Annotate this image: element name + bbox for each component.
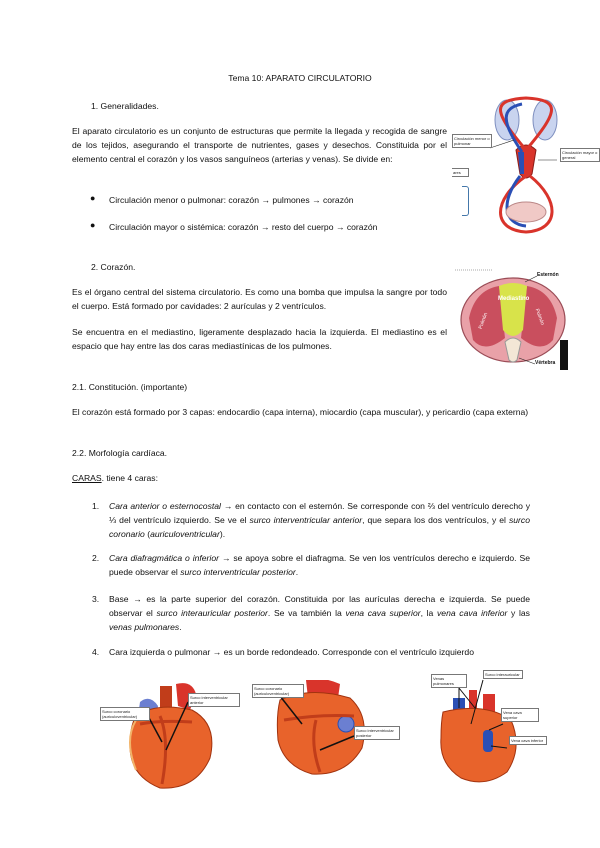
text: ( — [144, 529, 151, 539]
label-surco-coronario-2: Surco coronario (auriculoventricular) — [252, 684, 304, 698]
label-mediastino: Mediastino — [498, 296, 530, 302]
circulation-diagram — [452, 90, 600, 238]
label-surco-coronario: Surco coronario (auriculoventricular) — [100, 707, 150, 721]
mediastino-figure — [455, 268, 575, 372]
list-number-2: 2. — [92, 553, 100, 563]
text: , que separa los dos ventrículos, y el — [362, 515, 509, 525]
label-surco-interventricular-anterior: Surco interventricular anterior — [188, 693, 240, 707]
text: Base → es la parte superior del corazón. Constituida por las aurículas derecha e izquierda. Se puede observar el — [109, 594, 530, 618]
paragraph-constitucion: El corazón está formado por 3 capas: endocardio (capa interna), miocardio (capa muscular), y pericardio (capa externa) — [72, 407, 529, 417]
label-surco-interauricular: Surco interauricular — [483, 670, 523, 679]
heart-base-figure — [425, 668, 565, 790]
circulation-figure — [452, 90, 600, 238]
caras-rest: . tiene 4 caras: — [101, 473, 158, 483]
label-circulacion-mayor: Circulación mayor o general — [560, 148, 600, 162]
bullet-dot: ● — [90, 193, 96, 203]
list-number-4: 4. — [92, 647, 100, 657]
term-surco-interventricular-posterior: surco interventricular posterior — [180, 567, 296, 577]
label-vena-cava-inferior: Vena cava inferior — [509, 736, 547, 745]
label-esternon: Esternón — [537, 272, 559, 278]
text: . — [295, 567, 299, 577]
list-number-3: 3. — [92, 594, 100, 604]
text: , la — [420, 608, 437, 618]
page-title: Tema 10: APARATO CIRCULATORIO — [228, 73, 372, 83]
paragraph-corazon-1: Es el órgano central del sistema circulatorio. Es como una bomba que impulsa la sangre por todo el cuerpo. Está formado por cavidades: 2 aurículas y 2 ventrículos. — [72, 287, 447, 311]
caras-label: CARAS — [72, 473, 102, 483]
label-vena-cava-superior: Vena cava superior — [501, 708, 539, 722]
text: ). — [219, 529, 226, 539]
section-heading-generalidades: 1. Generalidades. — [91, 101, 159, 111]
heart-inferior-figure — [250, 680, 400, 780]
list-item-cara-izquierda: Cara izquierda o pulmonar → es un borde redondeado. Corresponde con el ventrículo izquierdo — [109, 647, 474, 657]
bracket-shape — [462, 186, 469, 216]
term-surco-interauricular-posterior: surco interauricular posterior — [156, 608, 268, 618]
list-item-cara-anterior — [109, 499, 530, 541]
label-circulacion-menor: Circulación menor o pulmonar — [452, 134, 492, 148]
term-vena-cava-superior: vena cava superior — [345, 608, 421, 618]
label-surco-interventricular-posterior: Surco interventricular posterior — [354, 726, 400, 740]
list-item-base — [109, 592, 530, 634]
term-auriculoventricular: auriculoventricular — [150, 529, 220, 539]
section-heading-morfologia: 2.2. Morfología cardíaca. — [72, 448, 168, 458]
term-cara-diafragmatica: Cara diafragmática o inferior — [109, 553, 219, 563]
term-cara-anterior: Cara anterior o esternocostal — [109, 501, 221, 511]
text: . — [179, 622, 182, 632]
section-heading-corazon: 2. Corazón. — [91, 262, 136, 272]
text: . Se va también la — [267, 608, 346, 618]
text: y las — [507, 608, 530, 618]
term-vena-cava-inferior: vena cava inferior — [437, 608, 508, 618]
caras-line — [72, 471, 158, 485]
bullet-circulacion-mayor: Circulación mayor o sistémica: corazón → resto del cuerpo → corazón — [109, 222, 378, 232]
label-pulmon-der: Pulmón — [533, 308, 546, 326]
page-edge-mark — [560, 340, 568, 370]
paragraph-corazon-2: Se encuentra en el mediastino, ligeramente desplazado hacia la izquierda. El mediastino es el espacio que hay entre las dos caras mediastínicas de los pulmones. — [72, 327, 447, 351]
label-fragment: ares — [452, 168, 469, 177]
term-surco-interventricular-anterior: surco interventricular anterior — [249, 515, 363, 525]
list-item-cara-diafragmatica — [109, 551, 530, 579]
label-venas-pulmonares: Venas pulmonares — [431, 674, 467, 688]
label-pulmon-izq: Pulmón — [477, 312, 490, 330]
list-number-1: 1. — [92, 501, 100, 511]
heart-anterior-figure — [100, 680, 240, 792]
text: → se apoya sobre el diafragma. Se ven los ventrículos derecho e izquierdo. Se puede observar el — [109, 553, 530, 577]
term-venas-pulmonares: venas pulmonares — [109, 622, 180, 632]
label-vertebra: Vértebra — [535, 360, 556, 366]
bullet-circulacion-menor: Circulación menor o pulmonar: corazón → pulmones → corazón — [109, 195, 354, 205]
bullet-dot: ● — [90, 220, 96, 230]
mediastino-diagram — [455, 268, 575, 372]
term-surco-coronario: surco coronario — [109, 515, 530, 539]
paragraph-generalidades: El aparato circulatorio es un conjunto de estructuras que permite la llegada y recogida de sangre de los tejidos, asegurando el transporte de nutrientes, gases y desechos. Constituida por el elemento central el corazón y los vasos sanguíneos (arterias y venas). Se divide en: — [72, 126, 447, 164]
text: → en contacto con el esternón. Se corresponde con ⅔ del ventrículo derecho y ⅓ del ventrículo izquierdo. Se ve el — [109, 501, 531, 525]
section-heading-constitucion: 2.1. Constitución. (importante) — [72, 382, 188, 392]
